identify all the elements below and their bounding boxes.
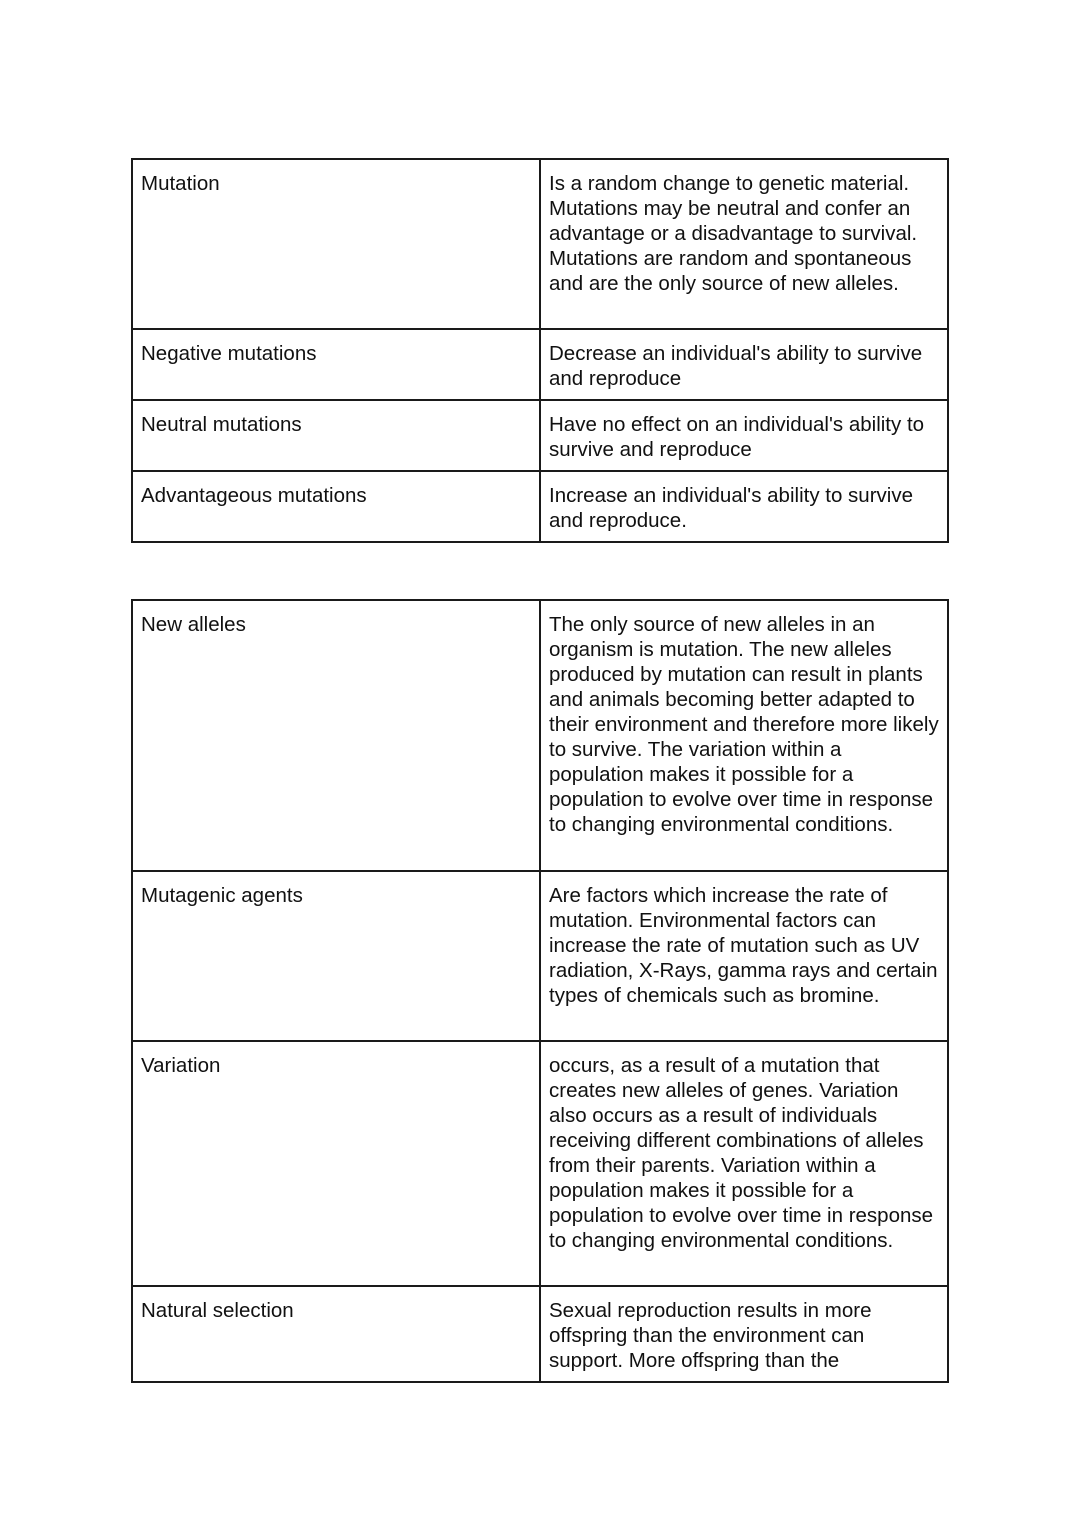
table-row (132, 400, 948, 471)
definition-cell: The only source of new alleles in an organism is mutation. The new alleles produced by mutation can result in plants and animals becoming better adapted to their environment and therefore more likely to survive. The variation within a population makes it possible for a population to evolve over time in response to changing environmental conditions. (540, 600, 948, 871)
table-row (132, 600, 948, 871)
definition-cell: Are factors which increase the rate of mutation. Environmental factors can increase the rate of mutation such as UV radiation, X-Rays, gamma rays and certain types of chemicals such as bromine. (540, 871, 948, 1041)
table-row (132, 1286, 948, 1382)
term-cell: Neutral mutations (132, 400, 540, 471)
definition-cell: Sexual reproduction results in more offspring than the environment can support. More offspring than the (540, 1286, 948, 1382)
table-row (132, 329, 948, 400)
glossary-table-mutations (131, 158, 949, 543)
table-row (132, 1041, 948, 1286)
glossary-table-evolution (131, 599, 949, 1383)
definition-cell: Is a random change to genetic material. Mutations may be neutral and confer an advantage or a disadvantage to survival. Mutations are random and spontaneous and are the only source of new alleles. (540, 159, 948, 329)
term-cell: Variation (132, 1041, 540, 1286)
definition-cell: Decrease an individual's ability to survive and reproduce (540, 329, 948, 400)
definition-cell: occurs, as a result of a mutation that creates new alleles of genes. Variation also occurs as a result of individuals receiving different combinations of alleles from their parents. Variation within a population makes it possible for a population to evolve over time in response to changing environmental conditions. (540, 1041, 948, 1286)
term-cell: Advantageous mutations (132, 471, 540, 542)
term-cell: Natural selection (132, 1286, 540, 1382)
term-cell: Negative mutations (132, 329, 540, 400)
definition-cell: Have no effect on an individual's ability to survive and reproduce (540, 400, 948, 471)
term-cell: Mutation (132, 159, 540, 329)
term-cell: Mutagenic agents (132, 871, 540, 1041)
table-row (132, 871, 948, 1041)
term-cell: New alleles (132, 600, 540, 871)
definition-cell: Increase an individual's ability to survive and reproduce. (540, 471, 948, 542)
table-row (132, 159, 948, 329)
table-row (132, 471, 948, 542)
